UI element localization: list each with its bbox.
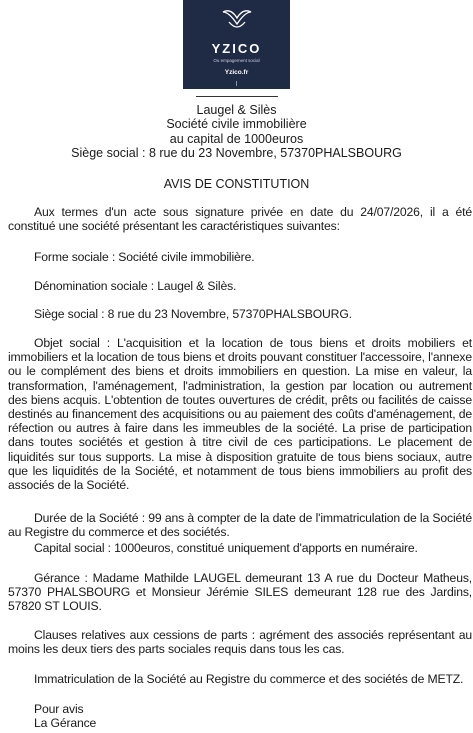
signoff-gerance: La Gérance	[34, 716, 97, 730]
immatriculation-paragraph: Immatriculation de la Société au Registre du commerce et des sociétés de METZ.	[34, 672, 464, 686]
forme-paragraph: Forme sociale : Société civile immobilière.	[34, 250, 255, 264]
company-name: Laugel & Silès	[196, 103, 277, 117]
header-rule	[196, 96, 278, 97]
siege-paragraph: Siège social : 8 rue du 23 Novembre, 57370PHALSBOURG.	[34, 307, 352, 321]
signoff-avis: Pour avis	[34, 702, 84, 716]
logo-website[interactable]: Yzico.fr	[224, 69, 249, 76]
company-capital: au capital de 1000euros	[169, 131, 304, 146]
logo-divider	[236, 81, 237, 86]
company-seat: Siège social : 8 rue du 23 Novembre, 57370PHALSBOURG	[71, 146, 402, 161]
company-header	[0, 103, 473, 161]
notice-title: AVIS DE CONSTITUTION	[163, 177, 310, 191]
objet-paragraph: Objet social : L'acquisition et la location de tous biens et droits mobiliers et immobiliers et la location de tous biens et droits pouvant constituer l'accessoire, l'annexe ou le complément des biens et droits immobiliers en question. La mise en valeur, la transformation, l'aménagement, l'administration, la gestion par location ou autrement des biens acquis. L'obtention de toutes ouvertures de crédit, prêts ou facilités de caisse destinés au financement des acquisitions ou au paiement des coûts d'aménagement, de réfection ou autres à faire dans les immeubles de la société. La prise de participation dans toutes sociétés et gestion à titre civil de ces participations. Le placement de liquidités sur tous supports. La mise à disposition gratuite de tous biens sociaux, autre que les liquidités de la Société, et notamment de tous biens immobiliers au profit des associés de la Société.	[8, 336, 472, 493]
intro-paragraph: Aux termes d'un acte sous signature privée en date du 24/07/2026, il a été constitué une société présentant les caractéristiques suivantes:	[8, 205, 472, 234]
publisher-logo	[183, 0, 290, 89]
duree-paragraph: Durée de la Société : 99 ans à compter de la date de l'immatriculation de la Société au Registre du commerce et des sociétés.	[8, 511, 472, 540]
logo-wordmark: YZICO	[211, 41, 262, 56]
capital-paragraph: Capital social : 1000euros, constitué uniquement d'apports en numéraire.	[34, 541, 418, 555]
gerance-paragraph: Gérance : Madame Mathilde LAUGEL demeurant 13 A rue du Docteur Matheus, 57370 PHALSBOURG et Monsieur Jérémie SILES demeurant 128 rue des Jardins, 57820 ST LOUIS.	[8, 571, 472, 614]
clauses-paragraph: Clauses relatives aux cessions de parts : agrément des associés représentant au moins les deux tiers des parts sociales requis dans tous les cas.	[8, 628, 472, 657]
yzico-emblem-icon	[219, 6, 255, 34]
company-form: Société civile immobilière	[166, 117, 307, 132]
denomination-paragraph: Dénomination sociale : Laugel & Silès.	[34, 279, 237, 293]
logo-tagline: Ou empagement social	[213, 58, 260, 63]
